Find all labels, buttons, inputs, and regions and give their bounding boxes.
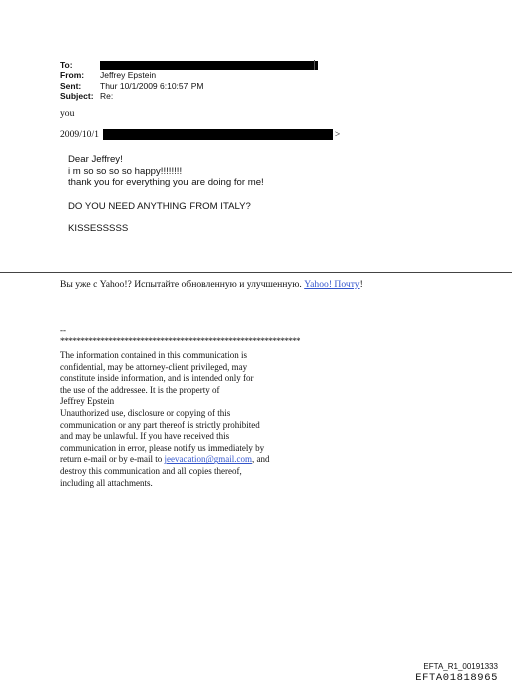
subject-value: Re: bbox=[100, 90, 114, 101]
sent-row bbox=[60, 81, 318, 91]
signature-stars: ************************************************************ bbox=[60, 336, 300, 346]
yahoo-mail-link[interactable]: Yahoo! Почту bbox=[304, 279, 360, 290]
message-line-2: thank you for everything you are doing for me! bbox=[68, 177, 264, 189]
disclaimer-line: communication or any part thereof is strictly prohibited bbox=[60, 419, 260, 430]
quote-end: > bbox=[334, 129, 341, 140]
disclaimer-line: Unauthorized use, disclosure or copying of this bbox=[60, 407, 231, 418]
from-label: From: bbox=[60, 70, 85, 81]
quote-date: 2009/10/1 bbox=[60, 129, 99, 140]
to-redaction-end-mark bbox=[314, 60, 315, 70]
disclaimer-line: including all attachments. bbox=[60, 477, 153, 488]
from-row bbox=[60, 70, 318, 80]
message-line-3: DO YOU NEED ANYTHING FROM ITALY? bbox=[68, 201, 251, 212]
bates-number-secondary: EFTA01818965 bbox=[415, 672, 498, 684]
confidentiality-disclaimer bbox=[60, 350, 320, 489]
subject-row bbox=[60, 91, 318, 101]
disclaimer-line: destroy this communication and all copies thereof, bbox=[60, 465, 242, 476]
email-link[interactable]: jeevacation@gmail.com bbox=[164, 454, 252, 465]
disclaimer-line bbox=[60, 454, 320, 466]
yahoo-promo-end: ! bbox=[359, 279, 363, 290]
disclaimer-line: Jeffrey Epstein bbox=[60, 396, 115, 407]
disclaimer-text: return e-mail or by e-mail to bbox=[60, 454, 165, 465]
to-label: To: bbox=[60, 60, 73, 70]
sent-label: Sent: bbox=[60, 80, 82, 91]
subject-label: Subject: bbox=[60, 90, 94, 101]
sent-value: Thur 10/1/2009 6:10:57 PM bbox=[100, 80, 204, 91]
disclaimer-line: The information contained in this communication is bbox=[60, 350, 247, 360]
disclaimer-text: , and bbox=[251, 454, 270, 465]
disclaimer-line: the use of the addressee. It is the property of bbox=[60, 384, 220, 395]
message-line-4: KISSESSSSS bbox=[68, 223, 129, 234]
message-greeting: Dear Jeffrey! bbox=[68, 154, 123, 165]
reply-text: you bbox=[60, 108, 75, 119]
signature-dashes: -- bbox=[60, 325, 66, 335]
quote-redaction bbox=[103, 129, 333, 140]
disclaimer-line: confidential, may be attorney-client privileged, may bbox=[60, 361, 248, 372]
disclaimer-line: constitute inside information, and is intended only for bbox=[60, 373, 254, 384]
yahoo-promo bbox=[60, 279, 363, 290]
yahoo-promo-text: Вы уже с Yahoo!? Испытайте обновленную и улучшенную. bbox=[60, 279, 305, 290]
quote-line bbox=[60, 129, 340, 140]
from-value: Jeffrey Epstein bbox=[100, 70, 157, 81]
quoted-message bbox=[68, 154, 264, 189]
to-row bbox=[60, 60, 318, 70]
disclaimer-line: communication in error, please notify us immediately by bbox=[60, 442, 265, 453]
horizontal-divider bbox=[0, 272, 512, 273]
email-header bbox=[60, 60, 318, 101]
message-line-1: i m so so so so happy!!!!!!!! bbox=[68, 165, 183, 177]
disclaimer-line: and may be unlawful. If you have received this bbox=[60, 431, 230, 442]
bates-number-primary: EFTA_R1_00191333 bbox=[423, 662, 498, 671]
to-redaction bbox=[100, 61, 318, 70]
